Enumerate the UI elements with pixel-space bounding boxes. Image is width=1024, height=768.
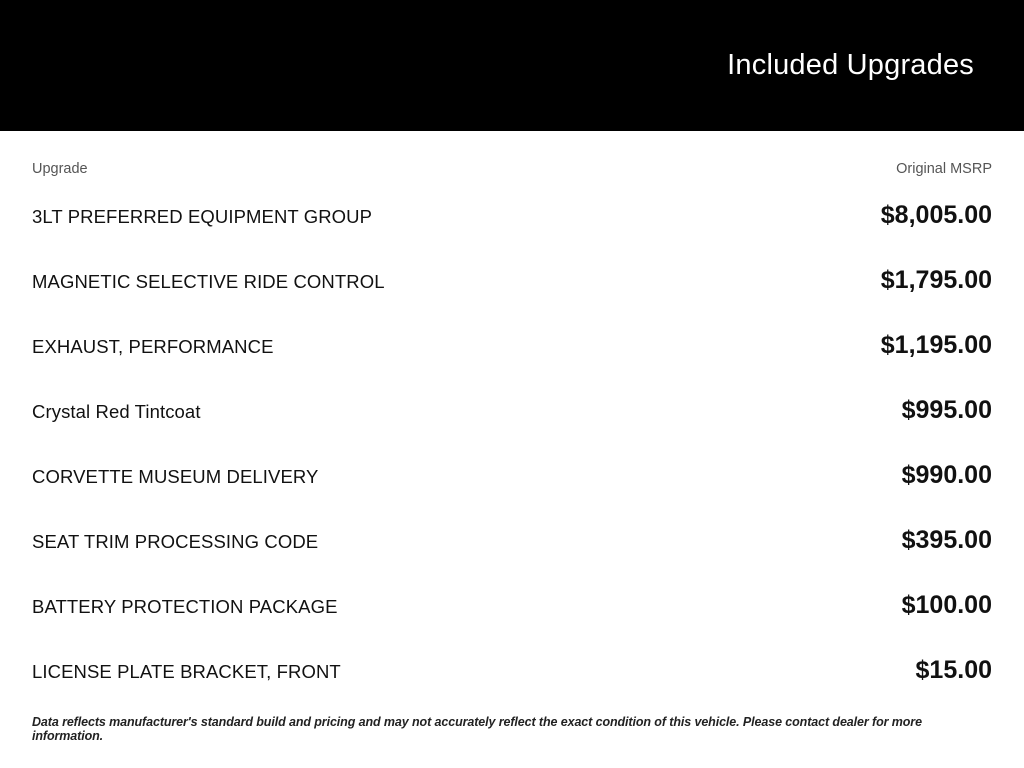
upgrade-name: 3LT PREFERRED EQUIPMENT GROUP — [32, 206, 373, 227]
upgrades-content — [0, 131, 1024, 768]
table-row — [32, 638, 992, 703]
upgrade-name: BATTERY PROTECTION PACKAGE — [32, 596, 338, 617]
upgrade-name: CORVETTE MUSEUM DELIVERY — [32, 466, 319, 487]
table-row — [32, 443, 992, 508]
table-row — [32, 248, 992, 313]
upgrade-price: $15.00 — [915, 656, 992, 684]
upgrade-name: EXHAUST, PERFORMANCE — [32, 336, 274, 357]
table-row — [32, 573, 992, 638]
upgrade-name: SEAT TRIM PROCESSING CODE — [32, 531, 319, 552]
upgrade-price: $395.00 — [901, 526, 992, 554]
upgrade-price: $1,795.00 — [880, 266, 992, 294]
page-title: Included Upgrades — [727, 49, 974, 81]
upgrade-price: $990.00 — [901, 461, 992, 489]
table-column-headers — [32, 131, 992, 183]
table-row — [32, 378, 992, 443]
table-row — [32, 183, 992, 248]
page-header — [0, 0, 1024, 131]
column-header-upgrade: Upgrade — [32, 161, 88, 177]
table-row — [32, 508, 992, 573]
upgrade-price: $100.00 — [901, 591, 992, 619]
upgrade-price: $995.00 — [901, 396, 992, 424]
upgrade-name: LICENSE PLATE BRACKET, FRONT — [32, 661, 341, 682]
table-row — [32, 313, 992, 378]
upgrades-table — [32, 183, 992, 703]
upgrade-price: $1,195.00 — [880, 331, 992, 359]
upgrade-name: MAGNETIC SELECTIVE RIDE CONTROL — [32, 271, 385, 292]
column-header-original-msrp: Original MSRP — [896, 161, 992, 177]
upgrade-price: $8,005.00 — [880, 201, 992, 229]
upgrade-name: Crystal Red Tintcoat — [32, 401, 201, 422]
disclaimer-text: Data reflects manufacturer's standard build and pricing and may not accurately reflect the exact condition of this vehicle. Please contact dealer for more information. — [32, 715, 922, 743]
